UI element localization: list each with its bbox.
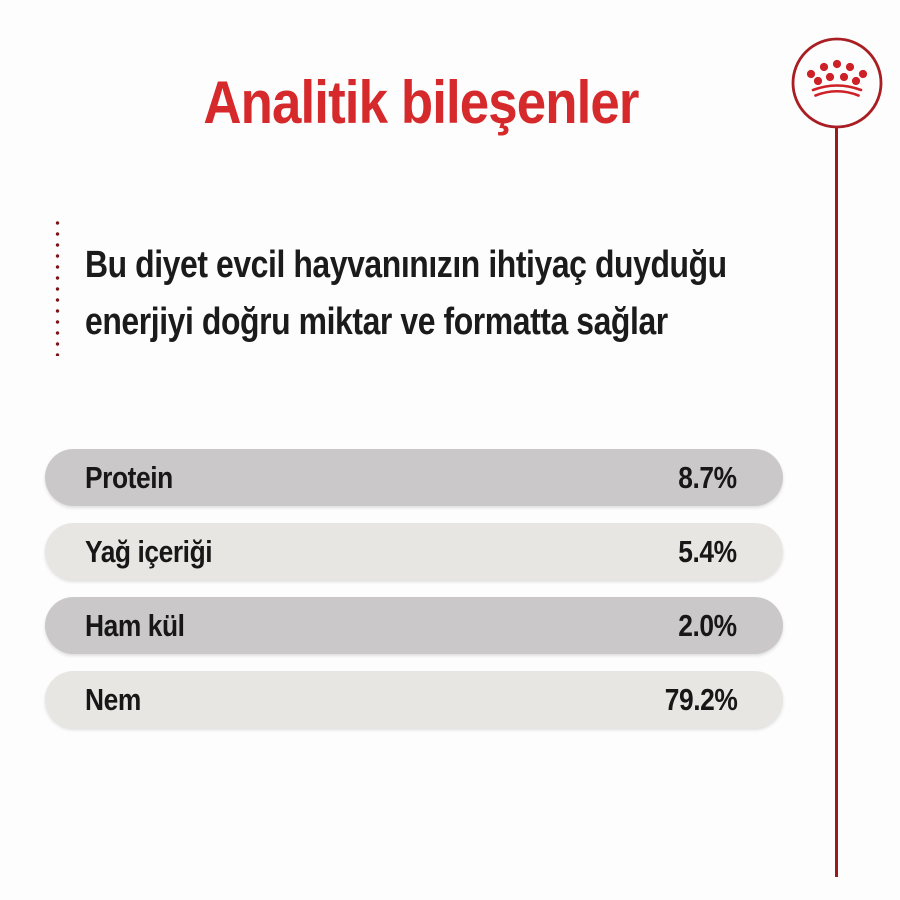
row-label: Nem [85,681,141,717]
row-value: 5.4% [678,533,737,569]
row-label: Yağ içeriği [85,533,213,569]
analytics-table [45,449,783,745]
row-label: Ham kül [85,607,185,643]
vertical-accent-line [835,128,838,877]
row-value: 79.2% [664,681,737,717]
table-row [45,449,783,506]
dotted-accent-line [55,221,60,356]
page-title: Analitik bileşenler [203,69,639,136]
row-label: Protein [85,459,173,495]
table-row [45,597,783,654]
description-text [85,237,727,351]
royal-canin-crown-icon [790,36,884,130]
description-line-2: enerjiyi doğru miktar ve formatta sağlar [85,301,668,343]
table-row [45,523,783,580]
row-value: 8.7% [678,459,737,495]
description-line-1: Bu diyet evcil hayvanınızın ihtiyaç duyduğu [85,244,727,286]
row-value: 2.0% [678,607,737,643]
table-row [45,671,783,728]
